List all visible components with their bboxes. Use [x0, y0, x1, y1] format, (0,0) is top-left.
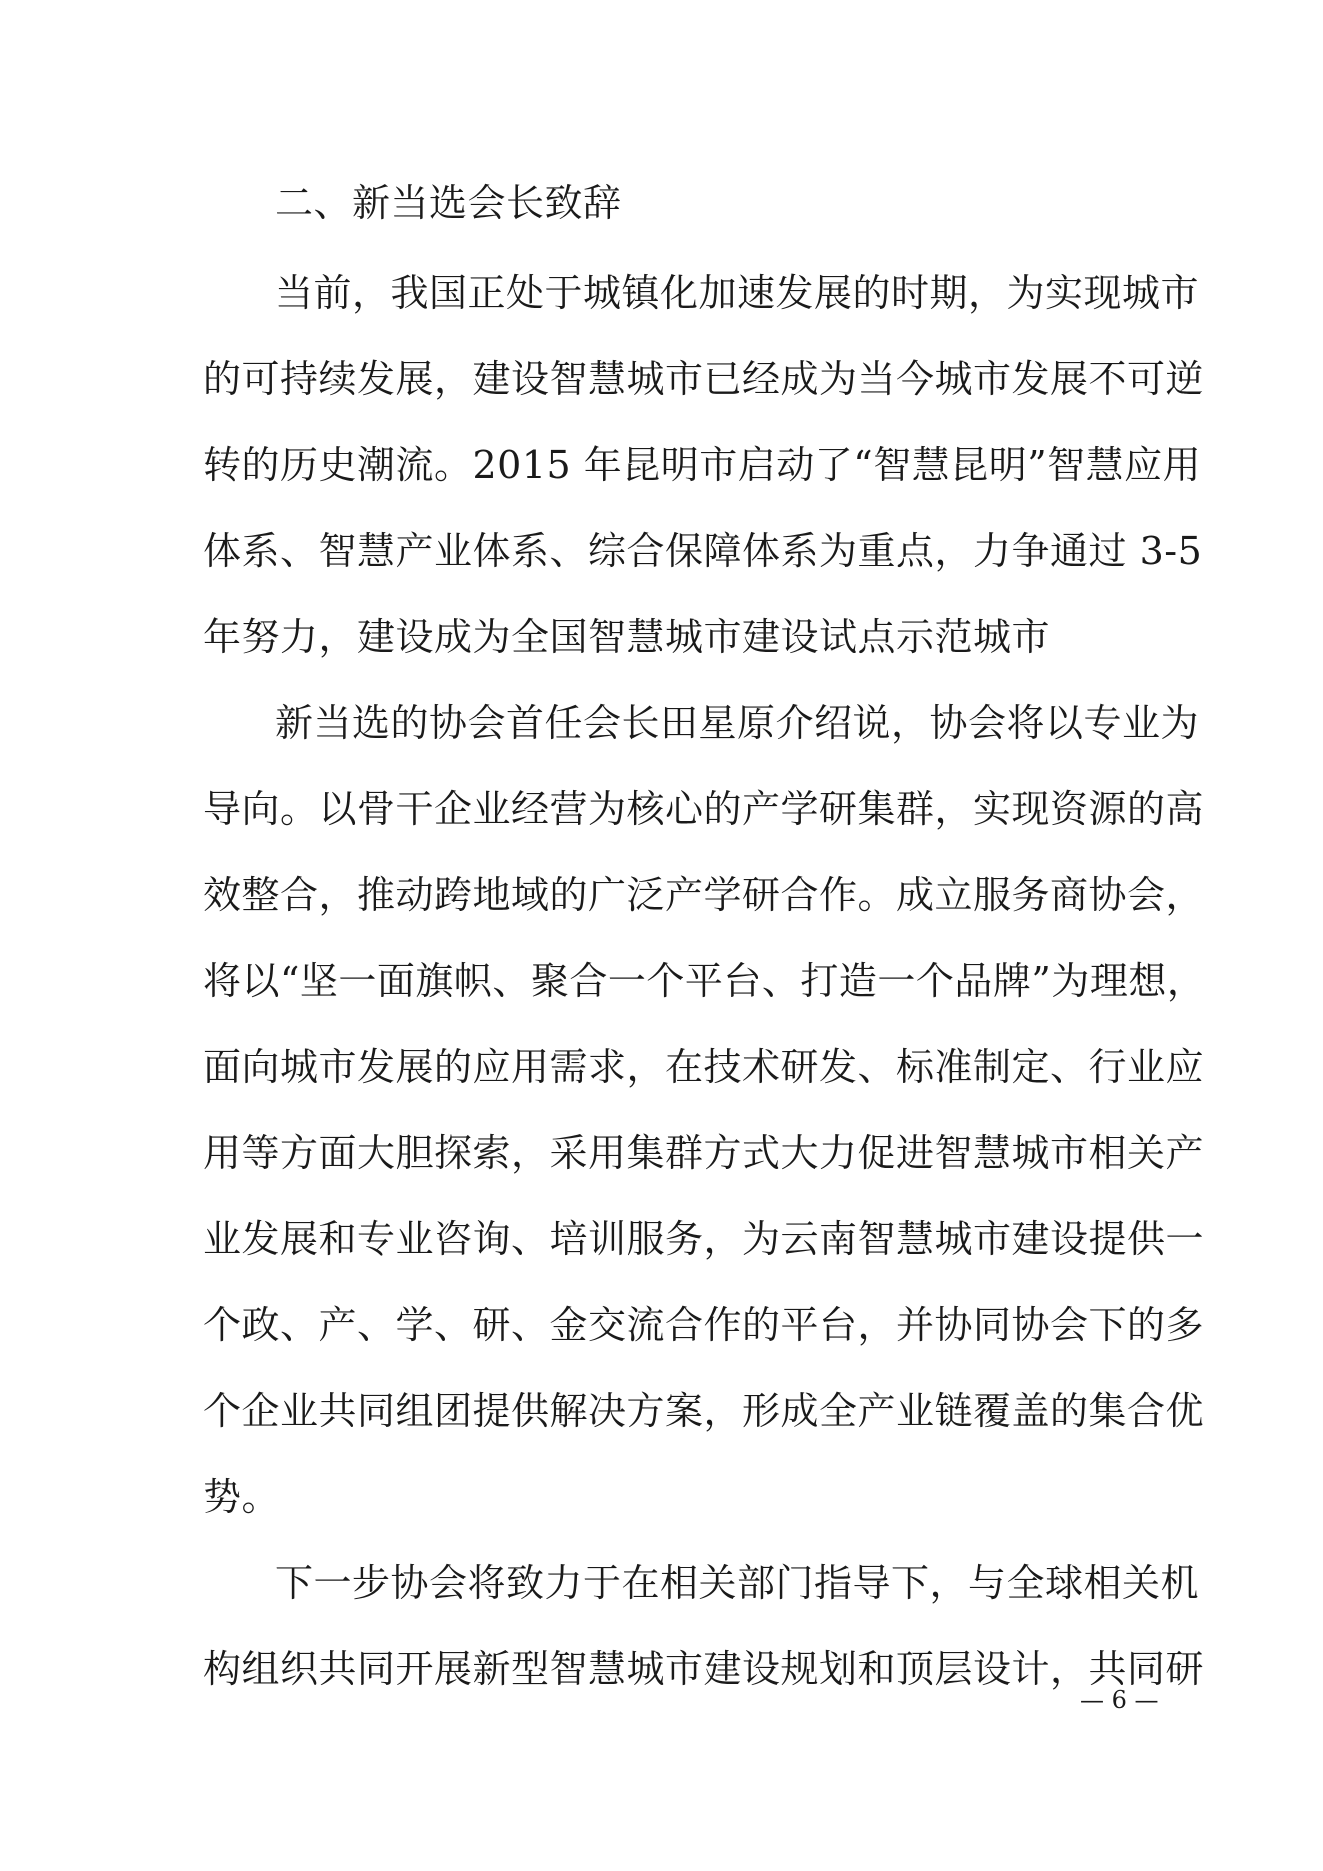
paragraph-line: 新当选的协会首任会长田星原介绍说，协会将以专业为: [275, 701, 1200, 745]
paragraph-line: 业发展和专业咨询、培训服务，为云南智慧城市建设提供一: [203, 1217, 1205, 1261]
paragraph-line: 导向。以骨干企业经营为核心的产学研集群，实现资源的高: [203, 787, 1205, 831]
paragraph-line: 体系、智慧产业体系、综合保障体系为重点，力争通过 3-5: [203, 529, 1203, 573]
paragraph-line: 将以“坚一面旗帜、聚合一个平台、打造一个品牌”为理想，: [203, 959, 1206, 1003]
section-heading: 二、新当选会长致辞: [275, 181, 622, 225]
paragraph-line: 的可持续发展，建设智慧城市已经成为当今城市发展不可逆: [203, 357, 1205, 401]
paragraph-line: 个企业共同组团提供解决方案，形成全产业链覆盖的集合优: [203, 1389, 1205, 1433]
paragraph-line: 年努力，建设成为全国智慧城市建设试点示范城市: [203, 615, 1051, 659]
page-number: — 6 —: [1080, 1686, 1159, 1714]
paragraph-line: 势。: [203, 1475, 281, 1519]
paragraph-line: 用等方面大胆探索，采用集群方式大力促进智慧城市相关产: [203, 1131, 1205, 1175]
paragraph-line: 面向城市发展的应用需求，在技术研发、标准制定、行业应: [203, 1045, 1205, 1089]
paragraph-line: 下一步协会将致力于在相关部门指导下，与全球相关机: [275, 1561, 1200, 1605]
paragraph-line: 转的历史潮流。2015 年昆明市启动了“智慧昆明”智慧应用: [203, 443, 1202, 487]
paragraph-line: 构组织共同开展新型智慧城市建设规划和顶层设计，共同研: [203, 1647, 1205, 1691]
paragraph-line: 当前，我国正处于城镇化加速发展的时期，为实现城市: [275, 271, 1200, 315]
paragraph-line: 个政、产、学、研、金交流合作的平台，并协同协会下的多: [203, 1303, 1205, 1347]
paragraph-line: 效整合，推动跨地域的广泛产学研合作。成立服务商协会，: [203, 873, 1205, 917]
